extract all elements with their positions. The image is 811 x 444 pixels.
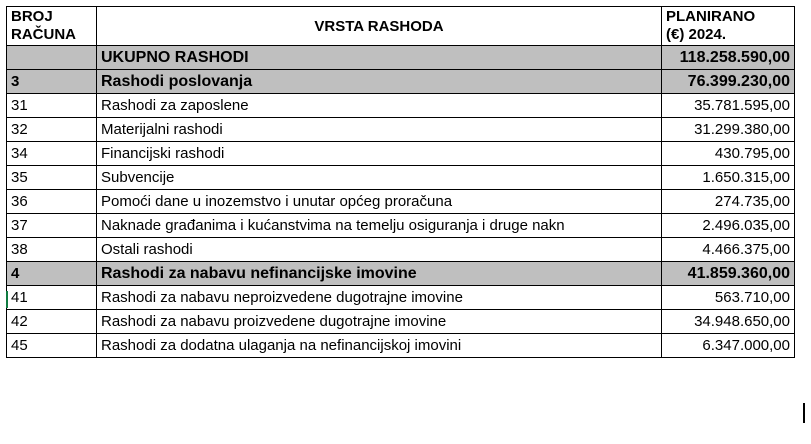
- expense-name-cell[interactable]: Rashodi za nabavu nefinancijske imovine: [97, 262, 662, 286]
- account-code-cell[interactable]: 34: [7, 142, 97, 166]
- table-row: [7, 262, 795, 286]
- header-account-number[interactable]: [7, 7, 97, 46]
- planned-amount-cell[interactable]: 34.948.650,00: [662, 310, 795, 334]
- expense-name-cell[interactable]: UKUPNO RASHODI: [97, 46, 662, 70]
- account-code-cell[interactable]: [7, 46, 97, 70]
- expense-name-cell[interactable]: Ostali rashodi: [97, 238, 662, 262]
- table-row: [7, 214, 795, 238]
- expense-name-cell[interactable]: Naknade građanima i kućanstvima na temelju osiguranja i druge nakn: [97, 214, 662, 238]
- expense-name-cell[interactable]: Subvencije: [97, 166, 662, 190]
- account-code-cell[interactable]: 36: [7, 190, 97, 214]
- account-code-cell[interactable]: 4: [7, 262, 97, 286]
- table-row: [7, 286, 795, 310]
- planned-amount-cell[interactable]: 6.347.000,00: [662, 334, 795, 358]
- expense-name-cell[interactable]: Pomoći dane u inozemstvo i unutar općeg proračuna: [97, 190, 662, 214]
- expense-name-cell[interactable]: Rashodi za nabavu proizvedene dugotrajne imovine: [97, 310, 662, 334]
- planned-amount-cell[interactable]: 2.496.035,00: [662, 214, 795, 238]
- planned-amount-cell[interactable]: 31.299.380,00: [662, 118, 795, 142]
- planned-amount-cell[interactable]: 76.399.230,00: [662, 70, 795, 94]
- table-row: [7, 190, 795, 214]
- spreadsheet: [6, 6, 795, 358]
- header-account-line2: RAČUNA: [11, 26, 76, 43]
- expense-name-cell[interactable]: Financijski rashodi: [97, 142, 662, 166]
- account-code-cell[interactable]: 45: [7, 334, 97, 358]
- account-code-cell[interactable]: 42: [7, 310, 97, 334]
- table-row: [7, 334, 795, 358]
- planned-amount-cell[interactable]: 430.795,00: [662, 142, 795, 166]
- header-expense-type[interactable]: VRSTA RASHODA: [97, 7, 662, 46]
- planned-amount-cell[interactable]: 35.781.595,00: [662, 94, 795, 118]
- expense-name-cell[interactable]: Rashodi za dodatna ulaganja na nefinancijskoj imovini: [97, 334, 662, 358]
- planned-amount-cell[interactable]: 4.466.375,00: [662, 238, 795, 262]
- account-code-cell[interactable]: 32: [7, 118, 97, 142]
- expense-name-cell[interactable]: Materijalni rashodi: [97, 118, 662, 142]
- planned-amount-cell[interactable]: 274.735,00: [662, 190, 795, 214]
- planned-amount-cell[interactable]: 41.859.360,00: [662, 262, 795, 286]
- account-code-cell[interactable]: 38: [7, 238, 97, 262]
- table-row: [7, 310, 795, 334]
- planned-amount-cell[interactable]: 1.650.315,00: [662, 166, 795, 190]
- table-row: [7, 238, 795, 262]
- account-code-cell[interactable]: 31: [7, 94, 97, 118]
- expenditure-table: [6, 6, 795, 358]
- account-code-cell[interactable]: 41: [7, 286, 97, 310]
- table-row: [7, 70, 795, 94]
- header-planned-line1: PLANIRANO: [666, 8, 756, 25]
- cell-edge-marker: [6, 291, 8, 308]
- header-planned[interactable]: [662, 7, 795, 46]
- account-code-cell[interactable]: 35: [7, 166, 97, 190]
- expense-name-cell[interactable]: Rashodi poslovanja: [97, 70, 662, 94]
- header-account-line1: BROJ: [11, 8, 53, 25]
- planned-amount-cell[interactable]: 563.710,00: [662, 286, 795, 310]
- table-row: [7, 142, 795, 166]
- expense-name-cell[interactable]: Rashodi za zaposlene: [97, 94, 662, 118]
- expense-name-cell[interactable]: Rashodi za nabavu neproizvedene dugotrajne imovine: [97, 286, 662, 310]
- planned-amount-cell[interactable]: 118.258.590,00: [662, 46, 795, 70]
- account-code-cell[interactable]: 37: [7, 214, 97, 238]
- account-code-cell[interactable]: 3: [7, 70, 97, 94]
- header-row: [7, 7, 795, 46]
- table-row: [7, 94, 795, 118]
- header-planned-line2: (€) 2024.: [666, 26, 727, 43]
- table-row: [7, 118, 795, 142]
- table-row: [7, 46, 795, 70]
- table-row: [7, 166, 795, 190]
- text-cursor: [803, 403, 805, 423]
